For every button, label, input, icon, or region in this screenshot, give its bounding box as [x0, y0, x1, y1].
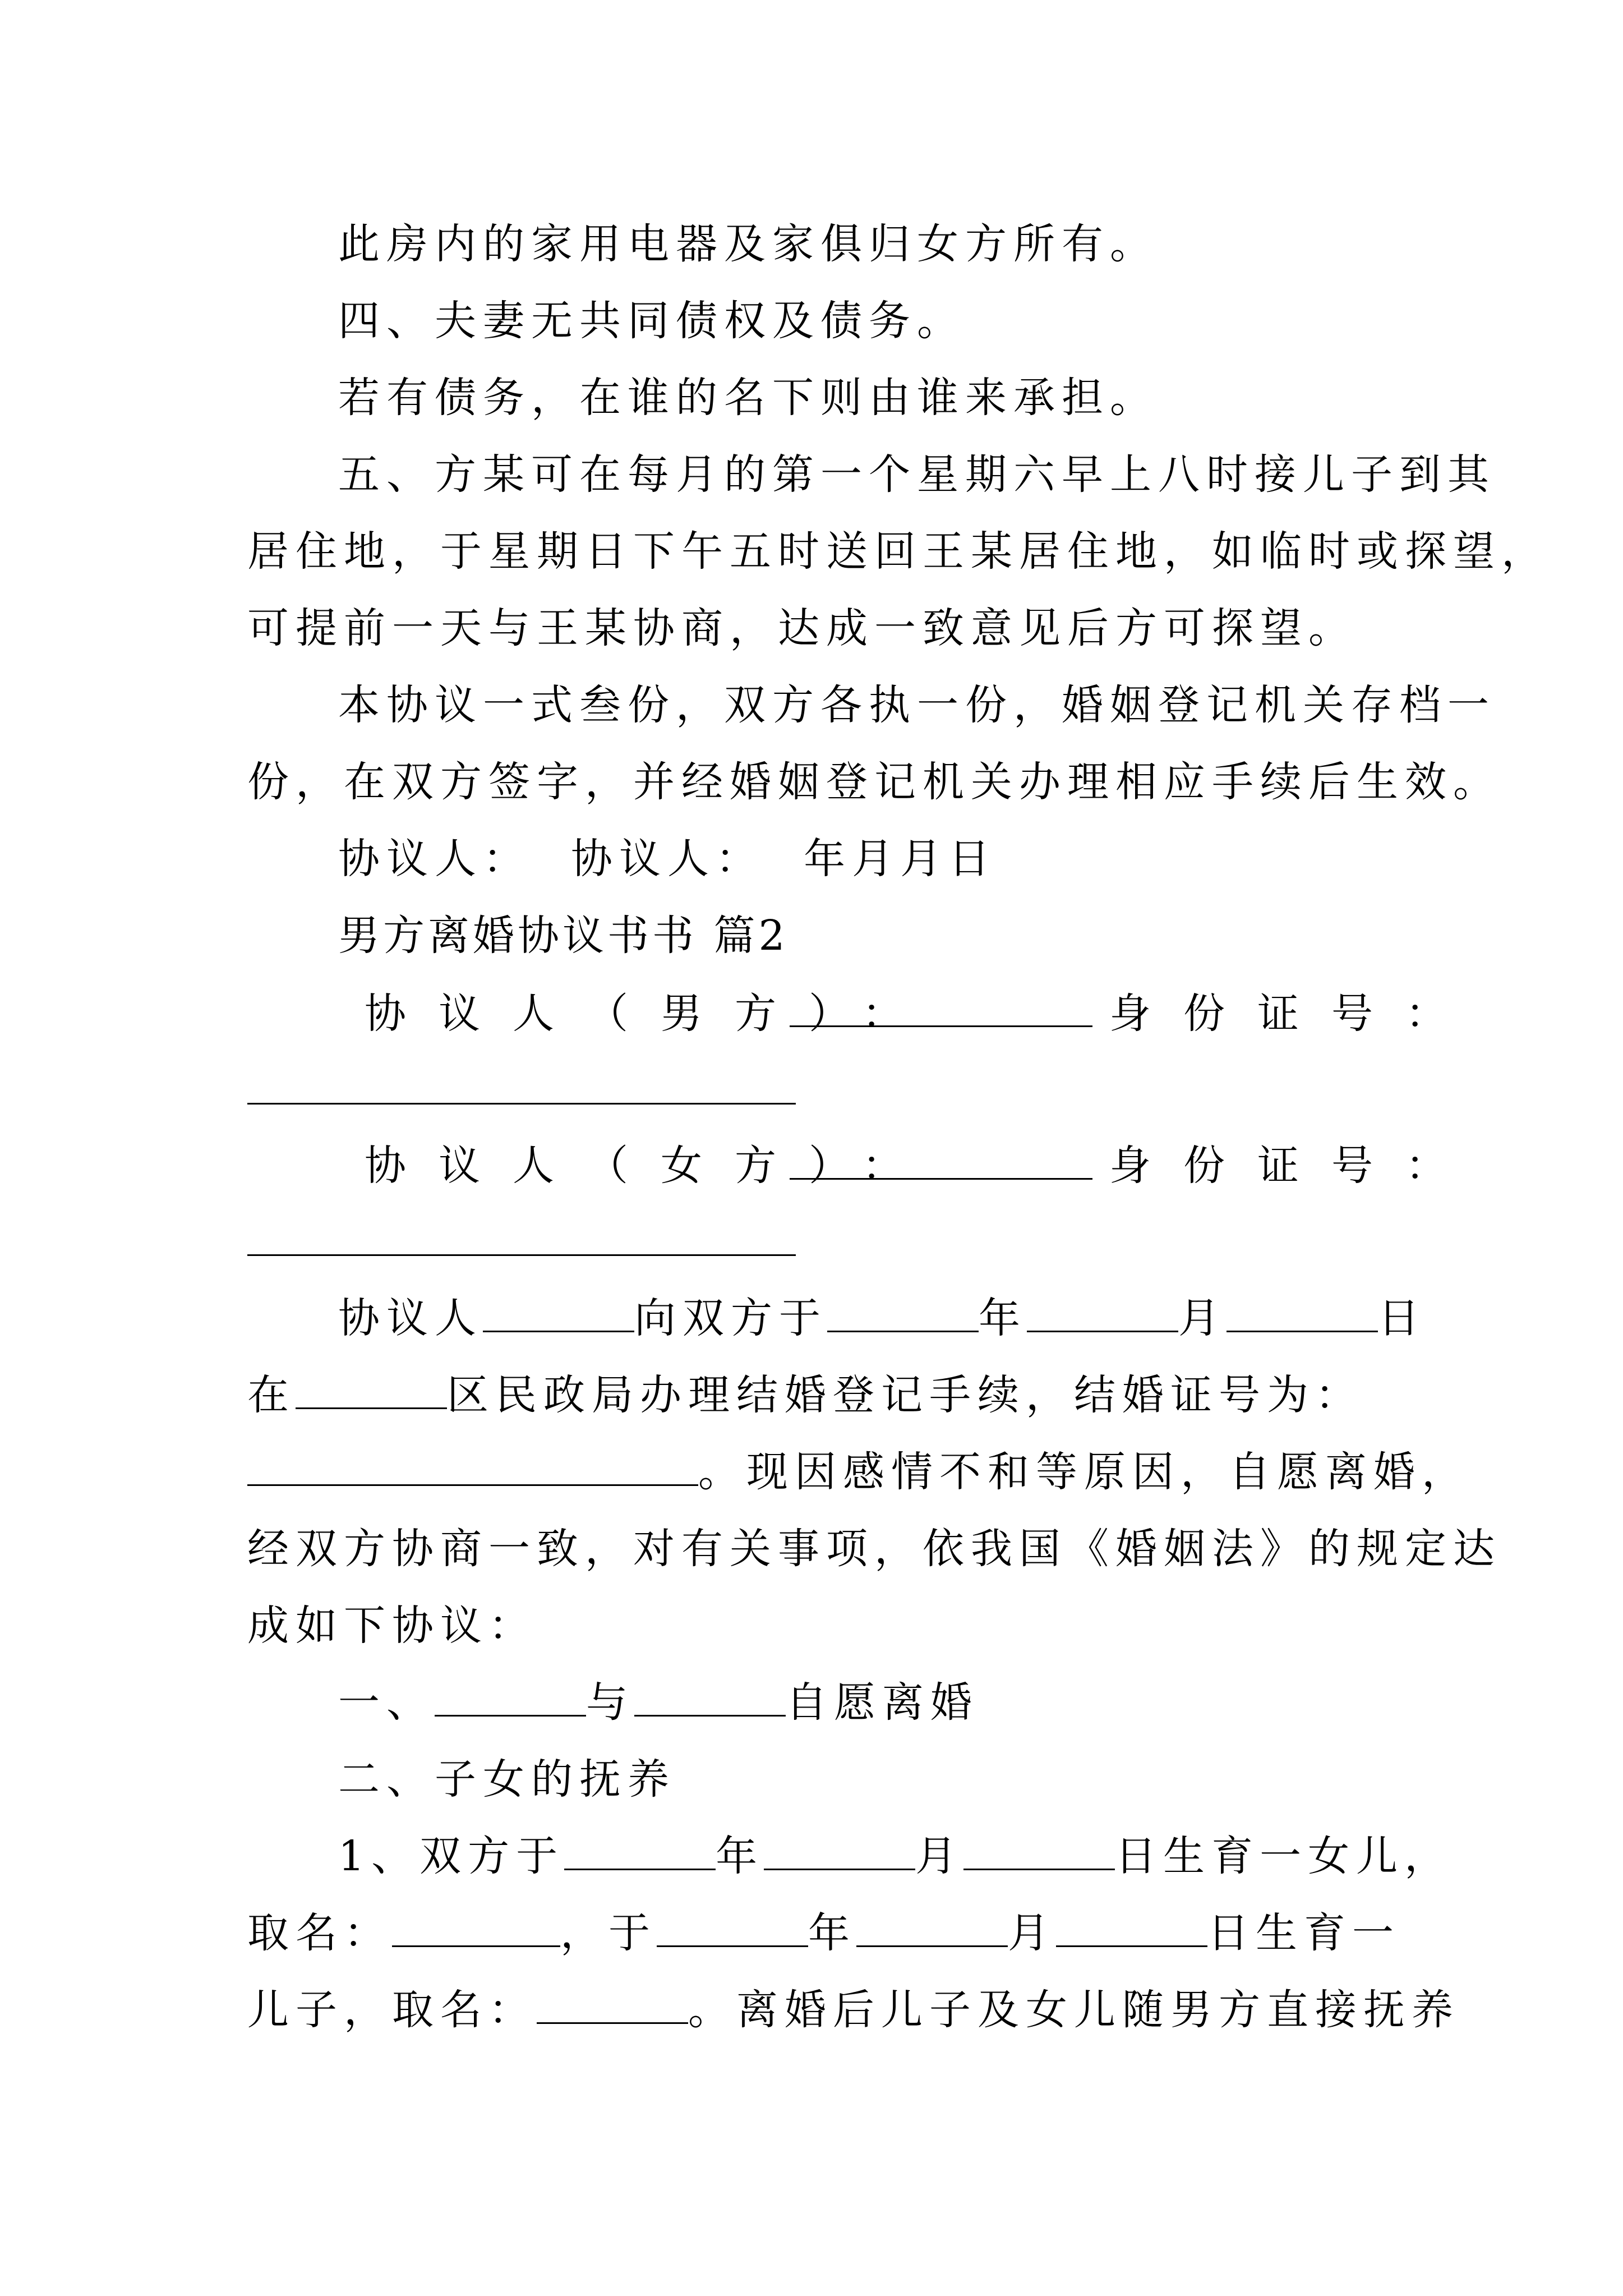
children-line-1 [338, 1828, 1453, 1884]
blank-field [1056, 1911, 1207, 1947]
paragraph-line: 四、夫妻无共同债权及债务。 [338, 297, 965, 345]
text: 月 [1008, 1909, 1056, 1957]
clause-1 [338, 1674, 979, 1731]
party-male-id-label: 身份证号： [1109, 990, 1479, 1038]
text: 取名： [247, 1909, 392, 1957]
text: 。现因感情不和等原因，自愿离婚， [698, 1448, 1470, 1496]
text: 自愿离婚 [786, 1678, 979, 1727]
section-title: 男方离婚协议书书 篇2 [338, 912, 789, 960]
children-line-3 [247, 1982, 1460, 2038]
text: 向双方于 [634, 1294, 827, 1342]
registration-line-5: 成如下协议： [247, 1602, 537, 1650]
text: 月 [1178, 1294, 1227, 1342]
party-female-name-blank [790, 1178, 1092, 1180]
text: 与 [586, 1678, 634, 1727]
blank-field [537, 1987, 688, 2024]
paragraph-line: 若有债务，在谁的名下则由谁来承担。 [338, 374, 1158, 422]
paragraph-line: 份，在双方签字，并经婚姻登记机关办理相应手续后生效。 [247, 758, 1501, 806]
blank-field [657, 1911, 808, 1947]
text: ，于 [560, 1909, 657, 1957]
paragraph-line: 此房内的家用电器及家俱归女方所有。 [338, 220, 1158, 268]
blank-field [634, 1680, 786, 1717]
signature-line: 协议人： 协议人： 年月月日 [338, 835, 997, 883]
party-female-id-label: 身份证号： [1109, 1142, 1479, 1190]
clause-2-title: 二、子女的抚养 [338, 1755, 676, 1803]
paragraph-line: 可提前一天与王某协商，达成一致意见后方可探望。 [247, 604, 1357, 652]
text: 儿子，取名： [247, 1986, 537, 2034]
party-male-name-blank [790, 1025, 1092, 1027]
text: 1、双方于 [338, 1832, 565, 1880]
blank-field [764, 1834, 915, 1870]
registration-line-2 [247, 1367, 1363, 1423]
text: 。离婚后儿子及女儿随男方直接抚养 [688, 1986, 1460, 2034]
blank-field [296, 1373, 447, 1409]
blank-field [483, 1296, 634, 1332]
blank-field [392, 1911, 560, 1947]
paragraph-line: 五、方某可在每月的第一个星期六早上八时接儿子到其 [338, 450, 1496, 499]
blank-field [1027, 1296, 1178, 1332]
text: 年 [716, 1832, 764, 1880]
text: 协议人 [338, 1294, 483, 1342]
text: 一、 [338, 1678, 435, 1727]
registration-line-3 [247, 1444, 1470, 1500]
text: 日生育一 [1207, 1909, 1400, 1957]
text: 月 [915, 1832, 964, 1880]
text: 年 [808, 1909, 856, 1957]
party-male-label: 协议人（男方）： [365, 990, 936, 1038]
text: 在 [247, 1371, 296, 1419]
registration-line-1 [338, 1290, 1426, 1346]
party-female-label: 协议人（女方）： [365, 1142, 936, 1190]
blank-field [564, 1834, 716, 1870]
text: 年 [979, 1294, 1027, 1342]
blank-field [963, 1834, 1115, 1870]
party-female-id-blank [247, 1254, 796, 1256]
children-line-2 [247, 1905, 1400, 1961]
blank-field [435, 1680, 586, 1717]
paragraph-line: 本协议一式叁份，双方各执一份，婚姻登记机关存档一 [338, 681, 1496, 729]
registration-line-4: 经双方协商一致，对有关事项，依我国《婚姻法》的规定达 [247, 1525, 1501, 1573]
paragraph-line: 居住地，于星期日下午五时送回王某居住地，如临时或探望， [247, 527, 1550, 576]
text: 区民政局办理结婚登记手续，结婚证号为： [447, 1371, 1363, 1419]
blank-field [827, 1296, 979, 1332]
blank-field [856, 1911, 1008, 1947]
text: 日生育一女儿， [1115, 1832, 1453, 1880]
text: 日 [1378, 1294, 1426, 1342]
blank-field [1227, 1296, 1378, 1332]
party-male-id-blank [247, 1103, 796, 1105]
blank-field [247, 1450, 698, 1486]
